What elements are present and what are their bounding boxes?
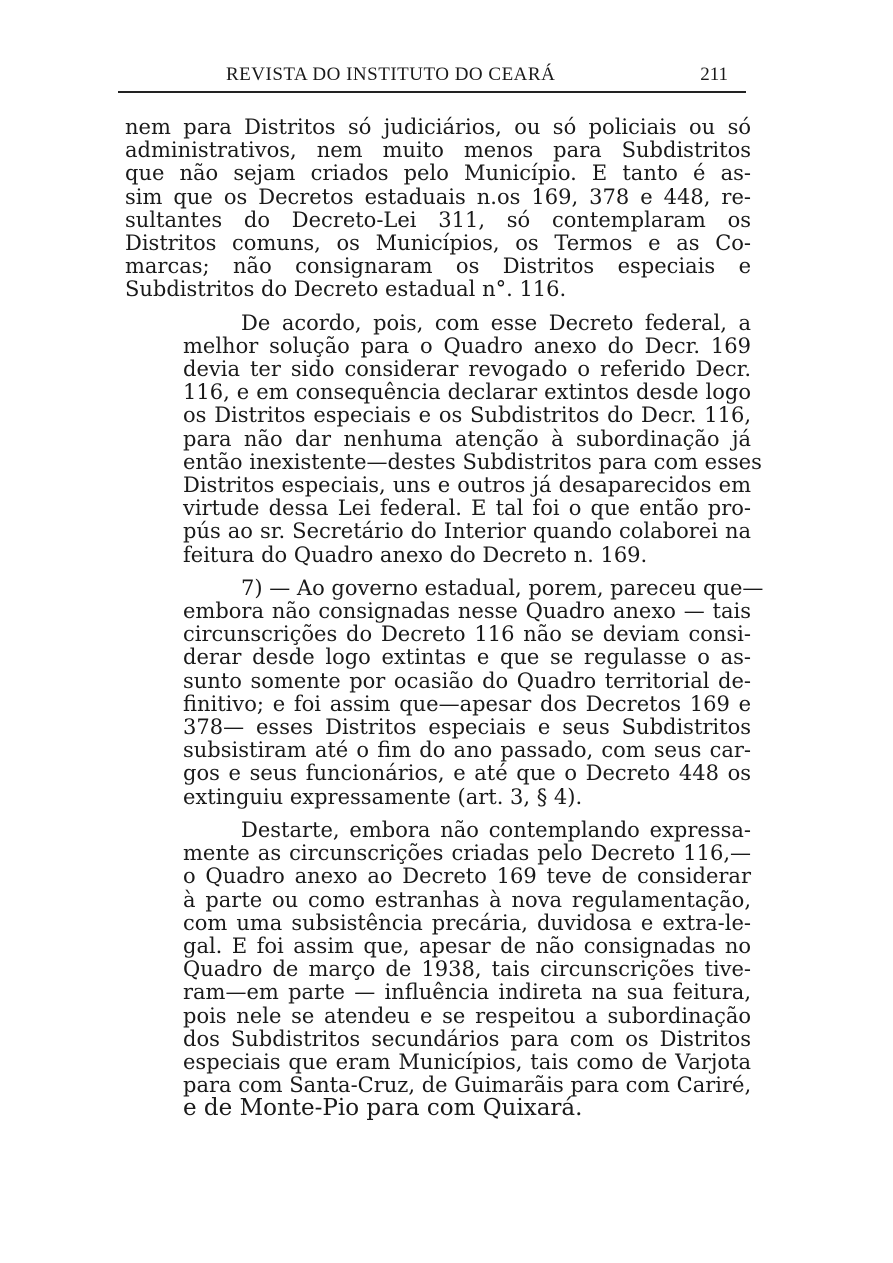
text-line: pús ao sr. Secretário do Interior quando colaborei na <box>183 519 751 544</box>
text-line: especiais que eram Municípios, tais como de Varjota <box>183 1049 751 1074</box>
text-line: o Quadro anexo ao Decreto 169 teve de considerar <box>183 864 751 889</box>
text-line: De acordo, pois, com esse Decreto federal, a <box>241 310 751 335</box>
text-line: à parte ou como estranhas à nova regulamentação, <box>183 887 751 912</box>
text-line: ram—em parte — influência indireta na sua feitura, <box>183 980 751 1005</box>
text-line: finitivo; e foi assim que—apesar dos Decretos 169 e <box>183 691 751 716</box>
paragraph-1 <box>125 116 751 302</box>
text-line: melhor solução para o Quadro anexo do Decr. 169 <box>183 333 751 358</box>
text-line: feitura do Quadro anexo do Decreto n. 169. <box>183 542 648 567</box>
text-line: subsistiram até o fim do ano passado, com seus car- <box>183 738 751 763</box>
text-line: pois nele se atendeu e se respeitou a subordinação <box>183 1003 751 1028</box>
text-line: extinguiu expressamente (art. 3, § 4). <box>183 784 583 809</box>
text-line: 378— esses Distritos especiais e seus Subdistritos <box>183 715 751 740</box>
text-line: os Distritos especiais e os Subdistritos do Decr. 116, <box>183 403 751 428</box>
text-line: que não sejam criados pelo Município. E tanto é as- <box>125 161 751 186</box>
text-line: gos e seus funcionários, e até que o Decreto 448 os <box>183 761 751 786</box>
text-line: Distritos comuns, os Municípios, os Termos e as Co- <box>125 231 751 256</box>
text-line: sunto somente por ocasião do Quadro territorial de- <box>183 668 751 693</box>
header-divider <box>118 91 746 93</box>
text-line: sim que os Decretos estaduais n.os 169, 378 e 448, re- <box>125 184 751 209</box>
text-line: para com Santa-Cruz, de Guimarãis para com Cariré, <box>183 1073 752 1098</box>
body-text <box>125 115 764 1131</box>
text-line: então inexistente—destes Subdistritos para com esses <box>183 449 762 474</box>
text-line: gal. E foi assim que, apesar de não consignadas no <box>183 933 751 958</box>
text-line: derar desde logo extintas e que se regulasse o as- <box>183 645 751 670</box>
text-line: e de Monte-Pio para com Quixará. <box>183 1095 583 1122</box>
running-header <box>118 64 746 92</box>
text-line: embora não consignadas nesse Quadro anexo — tais <box>183 599 751 624</box>
paragraph-4 <box>125 819 751 1121</box>
text-line: Subdistritos do Decreto estadual n°. 116. <box>125 277 567 302</box>
text-line: para não dar nenhuma atenção à subordinação já <box>183 426 751 451</box>
text-line: marcas; não consignaram os Distritos especiais e <box>125 254 751 279</box>
text-line: com uma subsistência precária, duvidosa e extra-le- <box>183 910 751 935</box>
text-line: 116, e em consequência declarar extintos desde logo <box>183 380 751 405</box>
page-number: 211 <box>700 64 728 85</box>
text-line: virtude dessa Lei federal. E tal foi o que então pro- <box>183 496 751 521</box>
text-line: devia ter sido considerar revogado o referido Decr. <box>183 357 751 382</box>
text-line: Destarte, embora não contemplando expressa- <box>241 817 751 842</box>
text-line: dos Subdistritos secundários para com os Distritos <box>183 1026 751 1051</box>
paragraph-2 <box>125 310 762 567</box>
text-line: sultantes do Decreto-Lei 311, só contemplaram os <box>125 207 751 232</box>
paragraph-3 <box>125 575 764 809</box>
text-line: circunscrições do Decreto 116 não se deviam consi- <box>183 622 751 647</box>
text-line: Distritos especiais, uns e outros já desaparecidos em <box>183 473 751 498</box>
text-line: 7) — Ao governo estadual, porem, pareceu que— <box>241 575 764 600</box>
text-line: administrativos, nem muito menos para Subdistritos <box>125 138 751 163</box>
text-line: nem para Distritos só judiciários, ou só policiais ou só <box>125 115 751 139</box>
text-line: mente as circunscrições criadas pelo Decreto 116,— <box>183 841 751 866</box>
journal-title: REVISTA DO INSTITUTO DO CEARÁ <box>226 64 556 85</box>
text-line: Quadro de março de 1938, tais circunscrições tive- <box>183 957 751 982</box>
